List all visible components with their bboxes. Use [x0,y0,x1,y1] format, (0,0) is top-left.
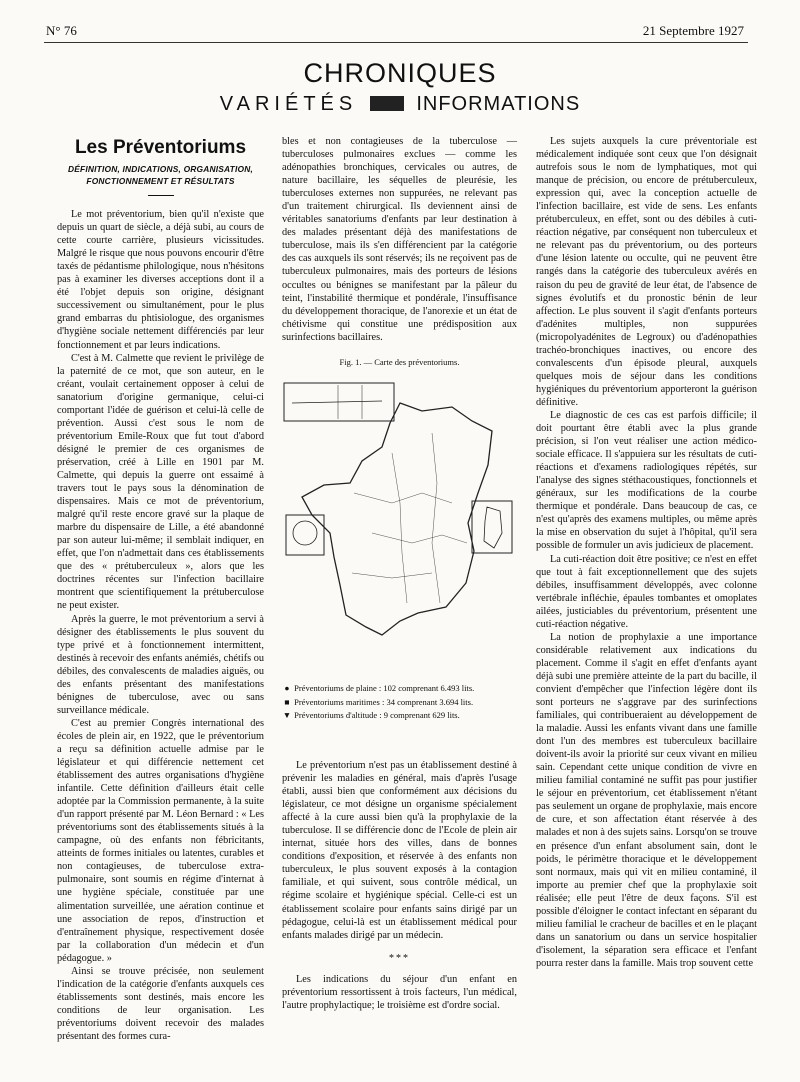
figure-map [282,357,517,723]
column-1 [57,135,264,1043]
legend-item-altitude [282,709,517,723]
masthead-line1: CHRONIQUES [303,58,497,88]
paragraph: Les sujets auxquels la cure préventoriale est médicalement indiquée sont ceux que l'on désignait autrefois sous le nom de lymphatiques, mot qui manque de précision, ou encore de prétuberculeux, expression qui, avec la conception actuelle de l'infection bacillaire, est vide de sens. Les enfants prétuberculeux, en effet, sont ou des débiles à cuti-réaction négative, par conséquent non tuberculeux et ne relevant pas du préventorium, ou des porteurs d'une lésion latente ou occulte, qui ne peuvent être rangés dans la catégorie des tuberculeux avérés en raison du peu de gravité de leur état, de l'absence de signes évolutifs et du pronostic bénin de leur affection. Le plus souvent il s'agit d'enfants porteurs d'adénites multiples, non suppurées (micropolyadénites de Legroux) ou d'adénopathies trachéo-bronchiques inactives, ou encore des convalescents d'un épisode pleural, auxquels quelques mois de séjour dans les conditions hygiéniques du préventorium apporteront la guérison définitive. [536,136,757,408]
legend-beds: 629 lits. [432,710,460,720]
legend-item-plaine [282,682,517,696]
legend-beds: 3.694 lits. [439,696,474,707]
paragraph: C'est à M. Calmette que revient le privilège de la paternité de ce mot, que son auteur, en le créant, voulait certainement opposer à celui de sanatorium d'origine germanique, celui-ci comportant l'idée de guérison et celui-là celle de prévention. Aussi c'est sous le nom de préventorium Emile-Roux que fut tout d'abord désigné le premier de ces organismes de préservation, créé à Lille en 1901 par M. Calmette, qui depuis la guerre ont essaimé à travers tout le pays sous la dénomination de dispensaires. Mais ce mot de préventorium, malgré qu'il reste encore gravé sur la plaque de marbre du dispensaire de Lille, a été abandonné par son auteur lui-même; il semblait indiquer, en effet, que l'on n'admettait dans ces établissements que des « prétuberculeux », alors que les doctrines récentes sur l'infection bacillaire montrent que scientifiquement la prétuberculose ne peut exister. [57,352,264,612]
square-icon: ■ [284,696,290,707]
legend-label: Préventoriums maritimes : [294,696,385,707]
paragraph: La notion de prophylaxie a une importance considérable relativement aux indications du placement. Comme il s'agit en effet d'enfants ayant déjà subi une première atteinte de la part du bacille, il convient d'empêcher que l'infection légère dont ils sont porteurs ne s'aggrave par des surinfections familiales, qui contribueraient au développement de la maladie. Aussi les enfants vivant dans une famille dont l'un des membres est tuberculeux bacillaire doivent-ils avoir la priorité sur ceux vivant en milieu sain. Cependant cette unique condition de vivre en milieu familial contaminé ne suffit pas pour justifier le séjour en préventorium, cet établissement n'étant pas seulement un organe de prophylaxie, mais encore de cure, et son affectation étant réservée à des malades et non à des sujets sains. Lorsqu'on se trouve en présence d'un enfant absolument sain, dont le poids, le périmètre thoracique et le développement sont normaux, mais qui vit en milieu contaminé, il importe au premier chef que la prophylaxie soit réalisée; elle peut l'être de deux façons. S'il est possible d'éloigner le contact infectant en séparant du milieu familial le cracheur de bacilles et en le plaçant dans un sanatorium ou dans un service hospitalier d'isolement, la séparation sera efficace et l'enfant pourra rester dans la famille. Mais trop souvent cette [536,631,758,969]
header-rule [44,42,748,43]
article-subtitle: DÉFINITION, INDICATIONS, ORGANISATION, FONCTIONNEMENT ET RÉSULTATS [67,164,254,187]
circle-icon: ● [284,683,290,693]
column-2-top [282,135,517,344]
paragraph: Les indications du séjour d'un enfant en préventorium ressortissent à trois facteurs, l'un médical, l'autre prophylactique; le troisième est d'ordre social. [282,973,517,1011]
issue-date: 21 Septembre 1927 [642,23,744,38]
legend-label: Préventoriums d'altitude : [294,710,382,720]
paragraph: Après la guerre, le mot préventorium a servi à désigner des établissements le plus souvent du type privé et à fonctionnement intermittent, destinés à recevoir des enfants anémiés, chétifs ou débiles, des convalescents de maladies aiguës, ou des enfants présentant des manifestations bénignes de tuberculose, avec ou sans surveillance médicale. [57,613,265,716]
paragraph: Le diagnostic de ces cas est parfois difficile; il doit pourtant être établi avec la plus grande précision, si l'on veut réaliser une action médico-sociale efficace. Il s'appuiera sur les résultats de cuti-réactions et d'examens radiologiques répétés, sur l'analyse des signes stéthacoustiques, fonctionnels et généraux, sur les modifications de la courbe thermique et pondérale. Dans beaucoup de cas, ce n'est qu'après des examens multiples, ou même après la mise en observation du sujet à l'hôpital, qu'il sera possible de formuler un avis judicieux de placement. [536,409,757,552]
legend-count: 9 comprenant [383,710,431,720]
title-rule [148,195,174,196]
legend-item-maritimes [282,696,517,710]
column-3 [536,135,757,970]
paragraph: Le mot préventorium, bien qu'il n'existe que depuis un quart de siècle, a déjà subi, au cours de cette courte carrière, plusieurs vicissitudes. Malgré le risque que nous pouvons encourir d'être taxés de pédantisme philologique, nous n'hésitons pas à examiner les diverses acceptions dont il a été l'objet depuis son origine, désignant successivement ou simultanément, pour le plus grand embarras du phtisiologue, des organismes d'hygiène sociale nettement différenciés par leur fonctionnement et par leurs indications. [57,209,264,351]
legend-count: 102 comprenant [383,683,439,693]
paragraph: C'est au premier Congrès international des écoles de plein air, en 1922, que le préventorium a reçu sa définition actuelle admise par le législateur et qui différencie nettement cet établissement des autres organisations d'hygiène infantile. Cette définition d'ailleurs était celle adoptée par la Commission permanente, à la suite d'un rapport présenté par M. Léon Bernard : « Les préventoriums sont des établissements situés à la campagne, où des enfants non fébricitants, atteints de formes initiales ou latentes, curables et non contagieuses, de tuberculose extra-pulmonaire, sont soumis en régime d'internat à une hygiène spéciale, constituée par une alimentation surveillée, une aération continue et une association de repos, d'instruction et d'entraînement physique, respectivement dosée par la collaboration d'un médecin et d'un pédagogue. » [57,717,264,964]
masthead-varietes: VARIÉTÉS [219,93,358,115]
issue-number: N° 76 [46,23,77,38]
legend-count: 34 comprenant [386,696,438,707]
masthead-line2 [0,93,800,116]
paragraph: Le préventorium n'est pas un établissement destiné à prévenir les maladies en général, mais d'après l'usage établi, aussi bien que conformément aux décisions du législateur, ce mot désigne un organisme spécialement affecté à la cure aussi bien qu'à la prophylaxie de la tuberculose. Il se différencie donc de l'Ecole de plein air internat, située hors des villes, dans de bonnes conditions d'exposition, et réservée à des enfants non tuberculeux, le plus souvent exposés à la contagion familiale, et qui suivent, sous contrôle médical, un régime scolaire et hygiénique spécial. Celle-ci est un établissement scolaire pour enfants sains dirigé par un pédagogue, celui-là est un établissement médical pour enfants malades dirigé par un médecin. [282,760,517,941]
section-separator: *** [389,952,410,964]
ornament-icon [370,96,404,111]
legend-beds: 6.493 lits. [440,683,475,693]
legend-label: Préventoriums de plaine : [294,683,382,693]
figure-caption: Fig. 1. — Carte des préventoriums. [339,357,460,367]
paragraph: La cuti-réaction doit être positive; ce n'est en effet que tout à fait exceptionnellement que des sujets débiles, insuffisamment développés, avec colonne vertébrale infléchie, épaules tombantes et omoplates ailées, justiciables du préventorium, présentent une cuti-réaction négative. [536,553,757,630]
masthead-informations: INFORMATIONS [416,93,581,115]
article-title: Les Préventoriums [74,137,247,158]
map-legend [282,682,517,723]
paragraph: Ainsi se trouve précisée, non seulement l'indication de la catégorie d'enfants auxquels ces établissements sont destinés, mais encore les conditions de leur organisation. Les préventoriums doivent recevoir des malades présentant des formes cura- [57,965,264,1042]
paragraph: bles et non contagieuses de la tuberculose — tuberculoses pulmonaires exclues — comme les adénopathies bronchiques, cervicales ou autres, de nature bacillaire, les séquelles de pleurésie, les tuberculoses externes non suppurées, ne relevant pas d'un traitement chirurgical. Ils deviennent ainsi de véritables sanatoriums d'enfants par leur destination à des malades présentant déjà des manifestations de tuberculose, mais ils s'en différencient par la catégorie des cas auxquels ils sont réservés; ils ne reçoivent pas de tuberculeux pulmonaires, mais des porteurs de lésions occultes ou bénignes se manifestant par la pâleur du teint, l'instabilité thermique et pondérale, l'insuffisance du développement thoracique, de l'anorexie et un état de chétivisme qui constitue une prédisposition aux surinfections bacillaires. [282,136,517,343]
france-map-icon [282,373,517,673]
column-2-bottom [282,759,517,1012]
triangle-icon: ▼ [282,710,292,720]
